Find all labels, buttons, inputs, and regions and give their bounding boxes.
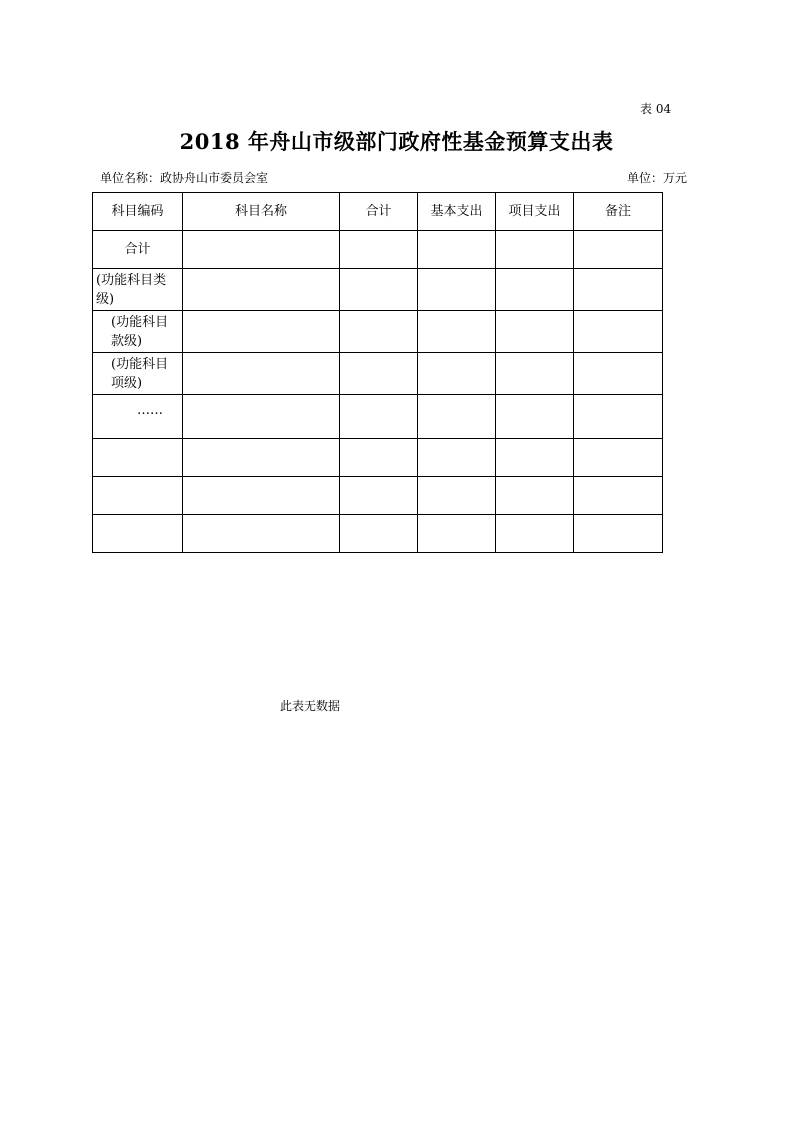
- table-row: [93, 439, 663, 477]
- table-number: 表 04: [640, 102, 672, 116]
- table-row: [93, 231, 663, 269]
- budget-table: [92, 192, 663, 553]
- column-header-total: 合计: [340, 193, 418, 231]
- row-code-cell: [93, 439, 183, 477]
- table-row: [93, 515, 663, 553]
- row-code-cell: 合计: [93, 231, 183, 269]
- column-header-basic: 基本支出: [418, 193, 496, 231]
- column-header-code: 科目编码: [93, 193, 183, 231]
- currency-unit-label: 单位：万元: [627, 171, 688, 185]
- table-row: [93, 477, 663, 515]
- row-code-cell: (功能科目项级): [93, 353, 183, 395]
- row-code-cell: [93, 477, 183, 515]
- page-title: 2018 年舟山市级部门政府性基金预算支出表: [179, 129, 614, 154]
- table-row: [93, 353, 663, 395]
- table-row: [93, 395, 663, 439]
- row-code-cell: (功能科目类级): [93, 269, 183, 311]
- column-header-remark: 备注: [574, 193, 663, 231]
- column-header-project: 项目支出: [496, 193, 574, 231]
- row-code-cell: ……: [93, 395, 183, 439]
- row-code-cell: (功能科目款级): [93, 311, 183, 353]
- table-row: [93, 269, 663, 311]
- no-data-note: 此表无数据: [280, 699, 341, 713]
- table-row: [93, 311, 663, 353]
- row-code-cell: [93, 515, 183, 553]
- table-header-row: [93, 193, 663, 231]
- column-header-name: 科目名称: [183, 193, 340, 231]
- unit-name-label: 单位名称：政协舟山市委员会室: [100, 171, 269, 185]
